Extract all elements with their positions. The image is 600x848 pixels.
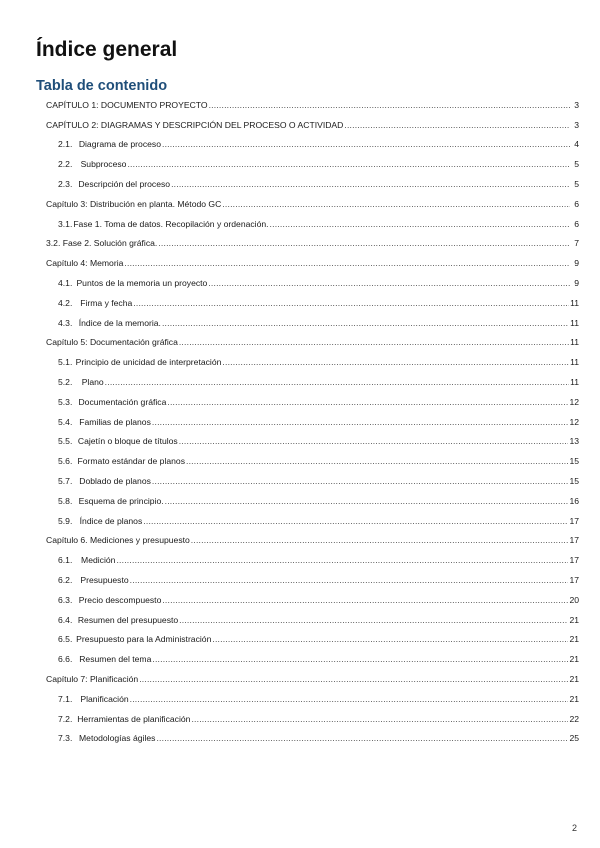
toc-entry-page: 21 [569,634,579,645]
toc-entry-title: Capítulo 4: Memoria [46,258,124,269]
toc-leader-dots [130,575,569,585]
toc-entry[interactable] [46,392,579,412]
toc-entry-page: 6 [574,218,579,229]
toc-entry-page: 17 [569,535,579,546]
toc-entry-title: Familias de planos [79,416,151,427]
toc-leader-dots [152,654,568,664]
toc-entry[interactable] [46,729,579,749]
toc-entry-page: 21 [569,654,579,665]
toc-entry[interactable] [46,669,579,689]
toc-entry-title: CAPÍTULO 2: DIAGRAMAS Y DESCRIPCIÓN DEL PROCESO O ACTIVIDAD [46,119,344,130]
toc-entry-page: 17 [569,515,579,526]
toc-entry-page: 5 [574,179,579,190]
toc-entry-page: 11 [570,317,579,328]
toc-leader-dots [156,733,568,743]
toc-entry[interactable] [46,273,579,293]
toc-leader-dots [162,595,568,605]
toc-leader-dots [116,555,568,565]
toc-entry-page: 15 [569,476,579,487]
toc-entry[interactable] [46,590,579,610]
toc-entry[interactable] [46,471,579,491]
toc-leader-dots [186,456,568,466]
toc-entry-number: 6.3. [58,594,73,605]
toc-entry-number: 6.2. [58,575,73,586]
toc-entry-page: 12 [569,416,579,427]
toc-entry[interactable] [46,372,579,392]
toc-entry[interactable] [46,432,579,452]
toc-entry-number: 5.8. [58,495,73,506]
toc-entry-title: Medición [81,555,116,566]
toc-entry-number: 7.2. [58,713,73,724]
toc-entry-page: 22 [569,713,579,724]
toc-entry[interactable] [46,630,579,650]
toc-entry-number: 6.4. [58,614,73,625]
toc-entry-page: 16 [569,495,579,506]
page-title: Índice general [36,38,178,61]
toc-entry-page: 25 [569,733,579,744]
table-of-contents [46,95,579,748]
toc-entry-title: Precio descompuesto [78,594,162,605]
toc-entry-title: Presupuesto para la Administración [76,634,212,645]
toc-entry-page: 9 [574,258,579,269]
toc-entry-title: Cajetín o bloque de títulos [77,436,178,447]
toc-entry[interactable] [46,352,579,372]
toc-entry[interactable] [46,451,579,471]
toc-leader-dots [171,179,570,189]
toc-leader-dots [152,417,569,427]
toc-entry-title: Principio de unicidad de interpretación [75,357,222,368]
toc-entry[interactable] [46,412,579,432]
toc-entry[interactable] [46,570,579,590]
toc-leader-dots [165,496,569,506]
toc-entry[interactable] [46,491,579,511]
toc-leader-dots [127,159,570,169]
toc-entry-page: 11 [570,377,579,388]
toc-entry[interactable] [46,531,579,551]
toc-entry-number: 5.6. [58,456,73,467]
toc-entry-title: Resumen del presupuesto [77,614,179,625]
toc-entry-page: 3 [574,119,579,130]
toc-entry[interactable] [46,115,579,135]
toc-entry-title: Índice de planos [79,515,143,526]
toc-entry-number: 2.3. [58,179,73,190]
toc-entry-page: 21 [569,614,579,625]
toc-entry-title: Capítulo 6. Mediciones y presupuesto [46,535,190,546]
toc-entry-page: 9 [574,278,579,289]
toc-entry-title: Herramientas de planificación [77,713,191,724]
toc-entry-title: Capítulo 3: Distribución en planta. Método GC [46,198,222,209]
toc-entry-page: 15 [569,456,579,467]
toc-entry-title: Resumen del tema [79,654,152,665]
toc-entry-number: 7.3. [58,733,73,744]
toc-entry[interactable] [46,194,579,214]
toc-entry[interactable] [46,214,579,234]
toc-leader-dots [270,219,570,229]
toc-entry-title: Documentación gráfica [78,396,167,407]
toc-leader-dots [179,615,568,625]
toc-entry-number: 4.3. [58,317,73,328]
toc-entry-page: 4 [574,139,579,150]
toc-entry-title: CAPÍTULO 1: DOCUMENTO PROYECTO [46,99,208,110]
toc-entry-number: 5.4. [58,416,73,427]
toc-entry-title: Presupuesto [80,575,129,586]
toc-entry-page: 11 [570,297,579,308]
toc-entry-title: Planificación [80,693,129,704]
toc-entry[interactable] [46,135,579,155]
toc-entry-page: 17 [569,575,579,586]
toc-entry[interactable] [46,174,579,194]
toc-heading: Tabla de contenido [36,78,168,94]
toc-entry[interactable] [46,511,579,531]
toc-entry[interactable] [46,333,579,353]
toc-entry-page: 11 [570,337,579,348]
toc-entry[interactable] [46,253,579,273]
toc-entry-number: 7.1. [58,693,73,704]
toc-entry-title: Puntos de la memoria un proyecto [76,278,208,289]
toc-leader-dots [179,436,569,446]
toc-leader-dots [139,674,568,684]
toc-entry-number: 2.2. [58,159,73,170]
toc-leader-dots [209,100,570,110]
toc-entry[interactable] [46,95,579,115]
toc-entry-number: 5.3. [58,396,73,407]
toc-entry-title: Capítulo 7: Planificación [46,674,139,684]
toc-entry-title: Fase 1. Toma de datos. Recopilación y ordenación. [73,218,269,229]
toc-entry-number: 5.7. [58,476,73,487]
toc-entry[interactable] [46,154,579,174]
toc-entry-page: 7 [574,238,579,249]
toc-leader-dots [167,397,568,407]
toc-entry-title: Firma y fecha [80,297,133,308]
toc-entry-title: Formato estándar de planos [77,456,185,467]
toc-leader-dots [133,298,569,308]
toc-leader-dots [179,337,569,347]
toc-leader-dots [130,694,569,704]
toc-entry-page: 11 [570,357,579,368]
toc-entry-title: Esquema de principio. [78,495,164,506]
toc-entry[interactable] [46,313,579,333]
toc-entry[interactable] [46,550,579,570]
toc-entry-number: 5.2. [58,377,73,388]
toc-entry[interactable] [46,649,579,669]
toc-entry-number: 5.1. [58,357,73,368]
toc-entry-title: Índice de la memoria. [78,317,161,328]
toc-entry-page: 3 [574,99,579,110]
toc-entry[interactable] [46,610,579,630]
toc-leader-dots [152,476,569,486]
toc-entry-page: 21 [569,693,579,704]
toc-leader-dots [105,377,569,387]
toc-entry-number: 6.6. [58,654,73,665]
toc-entry-page: 20 [569,594,579,605]
toc-entry-page: 21 [569,674,579,684]
toc-leader-dots [162,318,569,328]
toc-entry-page: 17 [569,555,579,566]
toc-entry-number: 5.5. [58,436,73,447]
toc-entry-title: Capítulo 5: Documentación gráfica [46,337,178,348]
toc-entry-title: Metodologías ágiles [79,733,156,744]
toc-leader-dots [191,714,568,724]
toc-entry-number: 6.1. [58,555,73,566]
toc-entry-number: 4.1. [58,278,73,289]
toc-entry-title: Plano [81,377,104,388]
toc-leader-dots [222,357,569,367]
toc-entry-title: Subproceso [80,159,127,170]
toc-entry-number: 5.9. [58,515,73,526]
toc-entry-number: 4.2. [58,297,73,308]
toc-leader-dots [158,238,570,248]
toc-entry-title: 3.2. Fase 2. Solución gráfica. [46,238,158,249]
toc-leader-dots [344,120,570,130]
toc-entry-number: 2.1. [58,139,73,150]
toc-leader-dots [208,278,570,288]
toc-leader-dots [143,516,568,526]
toc-leader-dots [212,634,568,644]
toc-entry-title: Doblado de planos [79,476,151,487]
toc-entry-page: 13 [569,436,579,447]
toc-entry-title: Descripción del proceso [78,179,171,190]
toc-entry-number: 6.5. [58,634,73,645]
toc-leader-dots [222,199,570,209]
toc-leader-dots [124,258,570,268]
page-number: 2 [572,823,578,833]
toc-entry-page: 6 [574,198,579,209]
toc-entry[interactable] [46,689,579,709]
toc-entry-number: 3.1. [58,218,73,229]
toc-leader-dots [162,139,570,149]
toc-entry-page: 5 [574,159,579,170]
toc-entry[interactable] [46,293,579,313]
toc-entry[interactable] [46,234,579,254]
toc-entry-page: 12 [569,396,579,407]
toc-entry[interactable] [46,709,579,729]
toc-entry-title: Diagrama de proceso [78,139,161,150]
toc-leader-dots [191,535,569,545]
